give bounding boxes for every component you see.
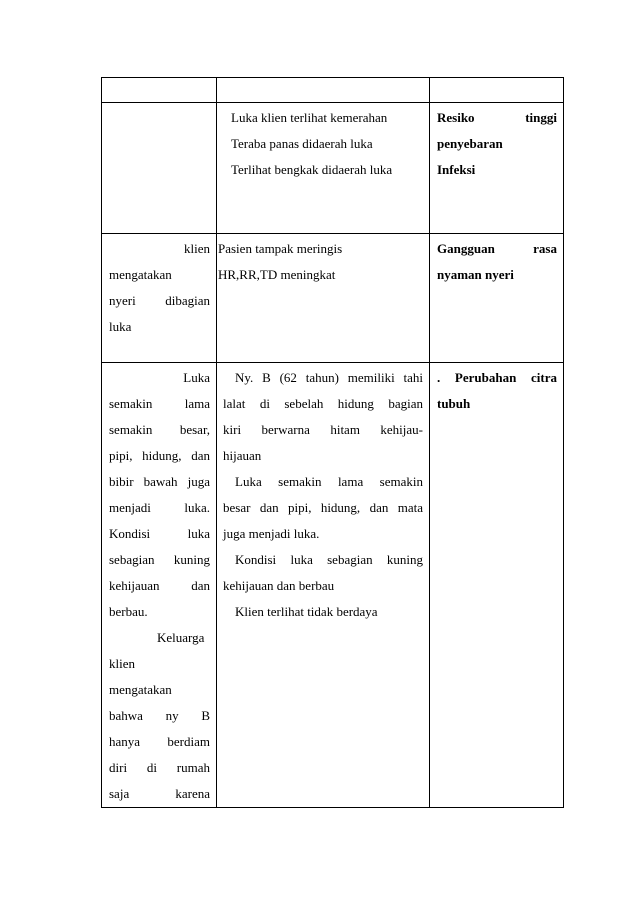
objective-line: kiri berwarna hitam kehijau-	[223, 422, 423, 437]
subjective-line: mengatakan	[109, 267, 172, 282]
diagnosis-line: Infeksi	[437, 162, 476, 177]
objective-line: besar dan pipi, hidung, dan mata	[223, 500, 423, 515]
objective-line: Kondisi luka sebagian kuning	[235, 552, 423, 567]
subjective-line: bibir bawah juga	[109, 474, 210, 489]
objective-line: hijauan	[223, 448, 262, 463]
objective-line: lalat di sebelah hidung bagian	[223, 396, 423, 411]
diagnosis-line: nyaman nyeri	[437, 267, 514, 282]
objective-line: Luka klien terlihat kemerahan	[231, 110, 388, 125]
subjective-line: mengatakan	[109, 682, 172, 697]
subjective-line: diri di rumah	[109, 760, 210, 775]
diagnosis-line: penyebaran	[437, 136, 503, 151]
table-row-nyeri	[102, 234, 564, 363]
subjective-line: semakin lama	[109, 396, 210, 411]
subjective-cell	[102, 363, 217, 808]
objective-cell	[217, 103, 430, 234]
table-row-citra-tubuh	[102, 363, 564, 808]
objective-line: Luka semakin lama semakin	[235, 474, 423, 489]
diagnosis-cell	[430, 103, 564, 234]
subjective-line: saja karena	[109, 786, 210, 801]
objective-line: juga menjadi luka.	[223, 526, 320, 541]
objective-cell	[217, 363, 430, 808]
subjective-line: menjadi luka.	[109, 500, 210, 515]
subjective-line: Keluarga	[157, 630, 205, 645]
subjective-line: hanya berdiam	[109, 734, 210, 749]
subjective-line: nyeri dibagian	[109, 293, 210, 308]
objective-line: Teraba panas didaerah luka	[231, 136, 373, 151]
subjective-cell	[102, 234, 217, 363]
subjective-line: kehijauan dan	[109, 578, 210, 593]
subjective-line: bahwa ny B	[109, 708, 210, 723]
subjective-line: luka	[109, 319, 132, 334]
diagnosis-line: Resiko tinggi	[437, 110, 557, 125]
subjective-line: sebagian kuning	[109, 552, 210, 567]
diagnosis-cell	[430, 234, 564, 363]
objective-cell	[217, 234, 430, 363]
objective-line: Klien terlihat tidak berdaya	[235, 604, 378, 619]
diagnosis-cell	[430, 363, 564, 808]
subjective-cell	[102, 103, 217, 234]
table-row-infeksi	[102, 103, 564, 234]
assessment-table	[101, 77, 564, 808]
diagnosis-line: Gangguan rasa	[437, 241, 557, 256]
subjective-line: klien	[109, 656, 135, 671]
subjective-line: semakin besar,	[109, 422, 210, 437]
objective-line: Pasien tampak meringis	[218, 241, 343, 256]
subjective-line: Kondisi luka	[109, 526, 210, 541]
subjective-line: klien	[184, 241, 210, 256]
header-cell-2	[217, 78, 430, 103]
header-cell-3	[430, 78, 564, 103]
table-row-header	[102, 78, 564, 103]
subjective-line: berbau.	[109, 604, 148, 619]
subjective-line: pipi, hidung, dan	[109, 448, 210, 463]
objective-line: Ny. B (62 tahun) memiliki tahi	[235, 370, 423, 385]
header-cell-1	[102, 78, 217, 103]
diagnosis-line: tubuh	[437, 396, 471, 411]
objective-line: HR,RR,TD meningkat	[218, 267, 336, 282]
objective-line: Terlihat bengkak didaerah luka	[231, 162, 393, 177]
diagnosis-line: . Perubahan citra	[437, 370, 557, 385]
objective-line: kehijauan dan berbau	[223, 578, 335, 593]
subjective-line: Luka	[183, 370, 210, 385]
